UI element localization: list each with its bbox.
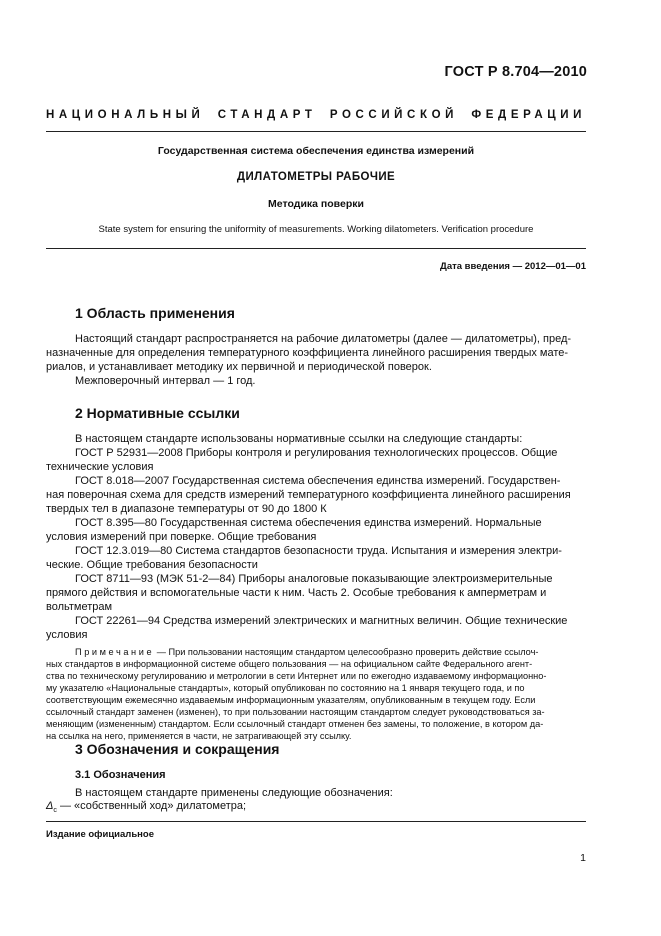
title-english: State system for ensuring the uniformity of measurements. Working dilatometers. Verification procedure	[98, 224, 534, 235]
note-line: му указателю «Национальные стандарты», который опубликован по состоянию на 1 января текущего года, и по	[46, 683, 525, 693]
reference-line: технические условия	[46, 461, 154, 473]
reference-line: ГОСТ 8.395—80 Государственная система обеспечения единства измерений. Нормальные	[75, 517, 542, 529]
section-2-heading: 2 Нормативные ссылки	[75, 405, 240, 421]
title-method: Методика поверки	[268, 198, 364, 210]
note-line: ства по техническому регулированию и метрологии в сети Интернет или по ежегодно издаваемому информационно-	[46, 671, 547, 681]
banner-word: ФЕДЕРАЦИИ	[471, 109, 586, 121]
national-standard-banner	[46, 109, 586, 121]
note-text: — При пользовании настоящим стандартом целесообразно проверить действие ссылоч-	[156, 647, 539, 657]
reference-line: ная поверочная схема для средств измерений температурного коэффициента линейного расширения	[46, 489, 571, 501]
note-label: Примечание	[75, 647, 155, 657]
reference-line: вольтметрам	[46, 601, 113, 613]
banner-word: НАЦИОНАЛЬНЫЙ	[46, 109, 205, 121]
footer-divider	[46, 821, 586, 822]
symbol-subscript: c	[53, 807, 57, 815]
note-line: ссылочный стандарт заменен (изменен), то при пользовании настоящим стандартом следует руководствоваться за-	[46, 707, 545, 717]
page-number: 1	[580, 852, 586, 864]
gost-number: ГОСТ Р 8.704—2010	[444, 64, 587, 80]
reference-line: ГОСТ 22261—94 Средства измерений электрических и магнитных величин. Общие технические	[75, 615, 568, 627]
symbol-definition	[46, 800, 586, 818]
reference-line: прямого действия и вспомогательные части к ним. Часть 2. Особые требования к амперметрам и	[46, 587, 547, 599]
note-line: на ссылка на него, применяется в части, не затрагивающей эту ссылку.	[46, 731, 352, 741]
reference-line: ГОСТ Р 52931—2008 Приборы контроля и регулирования технологических процессов. Общие	[75, 447, 558, 459]
note-line: соответствующим ежемесячно издаваемым информационным указателям, опубликованным в текущем году. Если	[46, 695, 536, 705]
banner-divider	[46, 131, 586, 132]
section-1-line: Межповерочный интервал — 1 год.	[75, 375, 256, 387]
title-divider	[46, 248, 586, 249]
section-3-heading: 3 Обозначения и сокращения	[75, 741, 280, 757]
banner-word: РОССИЙСКОЙ	[329, 109, 458, 121]
note-first-line	[75, 646, 586, 658]
reference-line: твердых тел в диапазоне температуры от 90 до 1800 К	[46, 503, 327, 515]
reference-line: ГОСТ 12.3.019—80 Система стандартов безопасности труда. Испытания и измерения электри-	[75, 545, 562, 557]
reference-line: условия измерений при поверке. Общие требования	[46, 531, 317, 543]
reference-line: ГОСТ 8.018—2007 Государственная система обеспечения единства измерений. Государствен-	[75, 475, 561, 487]
reference-line: ческие. Общие требования безопасности	[46, 559, 258, 571]
note-line: меняющим (измененным) стандартом. Если ссылочный стандарт отменен без замены, то положение, в котором да-	[46, 719, 544, 729]
section-1-heading: 1 Область применения	[75, 305, 235, 321]
title-system: Государственная система обеспечения единства измерений	[157, 145, 475, 157]
section-1-line: Настоящий стандарт распространяется на рабочие дилатометры (далее — дилатометры), пред-	[75, 333, 572, 345]
section-3-intro: В настоящем стандарте применены следующие обозначения:	[75, 787, 393, 799]
section-1-line: назначенные для определения температурного коэффициента линейного расширения твердых мате-	[46, 347, 569, 359]
symbol-delta: Δ	[46, 800, 54, 812]
symbol-description: — «собственный ход» дилатометра;	[56, 800, 247, 812]
note-line: ных стандартов в информационной системе общего пользования — на официальном сайте Федерального агент-	[46, 659, 533, 669]
reference-line: условия	[46, 629, 88, 641]
intro-date: Дата введения — 2012—01—01	[440, 261, 586, 272]
banner-word: СТАНДАРТ	[217, 109, 317, 121]
edition-label: Издание официальное	[46, 829, 154, 840]
section-1-line: риалов, и устанавливает методику их первичной и периодической поверок.	[46, 361, 432, 373]
section-2-intro: В настоящем стандарте использованы нормативные ссылки на следующие стандарты:	[75, 433, 523, 445]
reference-line: ГОСТ 8711—93 (МЭК 51-2—84) Приборы аналоговые показывающие электроизмерительные	[75, 573, 553, 585]
section-3-1-heading: 3.1 Обозначения	[75, 769, 166, 781]
title-main: ДИЛАТОМЕТРЫ РАБОЧИЕ	[236, 171, 396, 183]
